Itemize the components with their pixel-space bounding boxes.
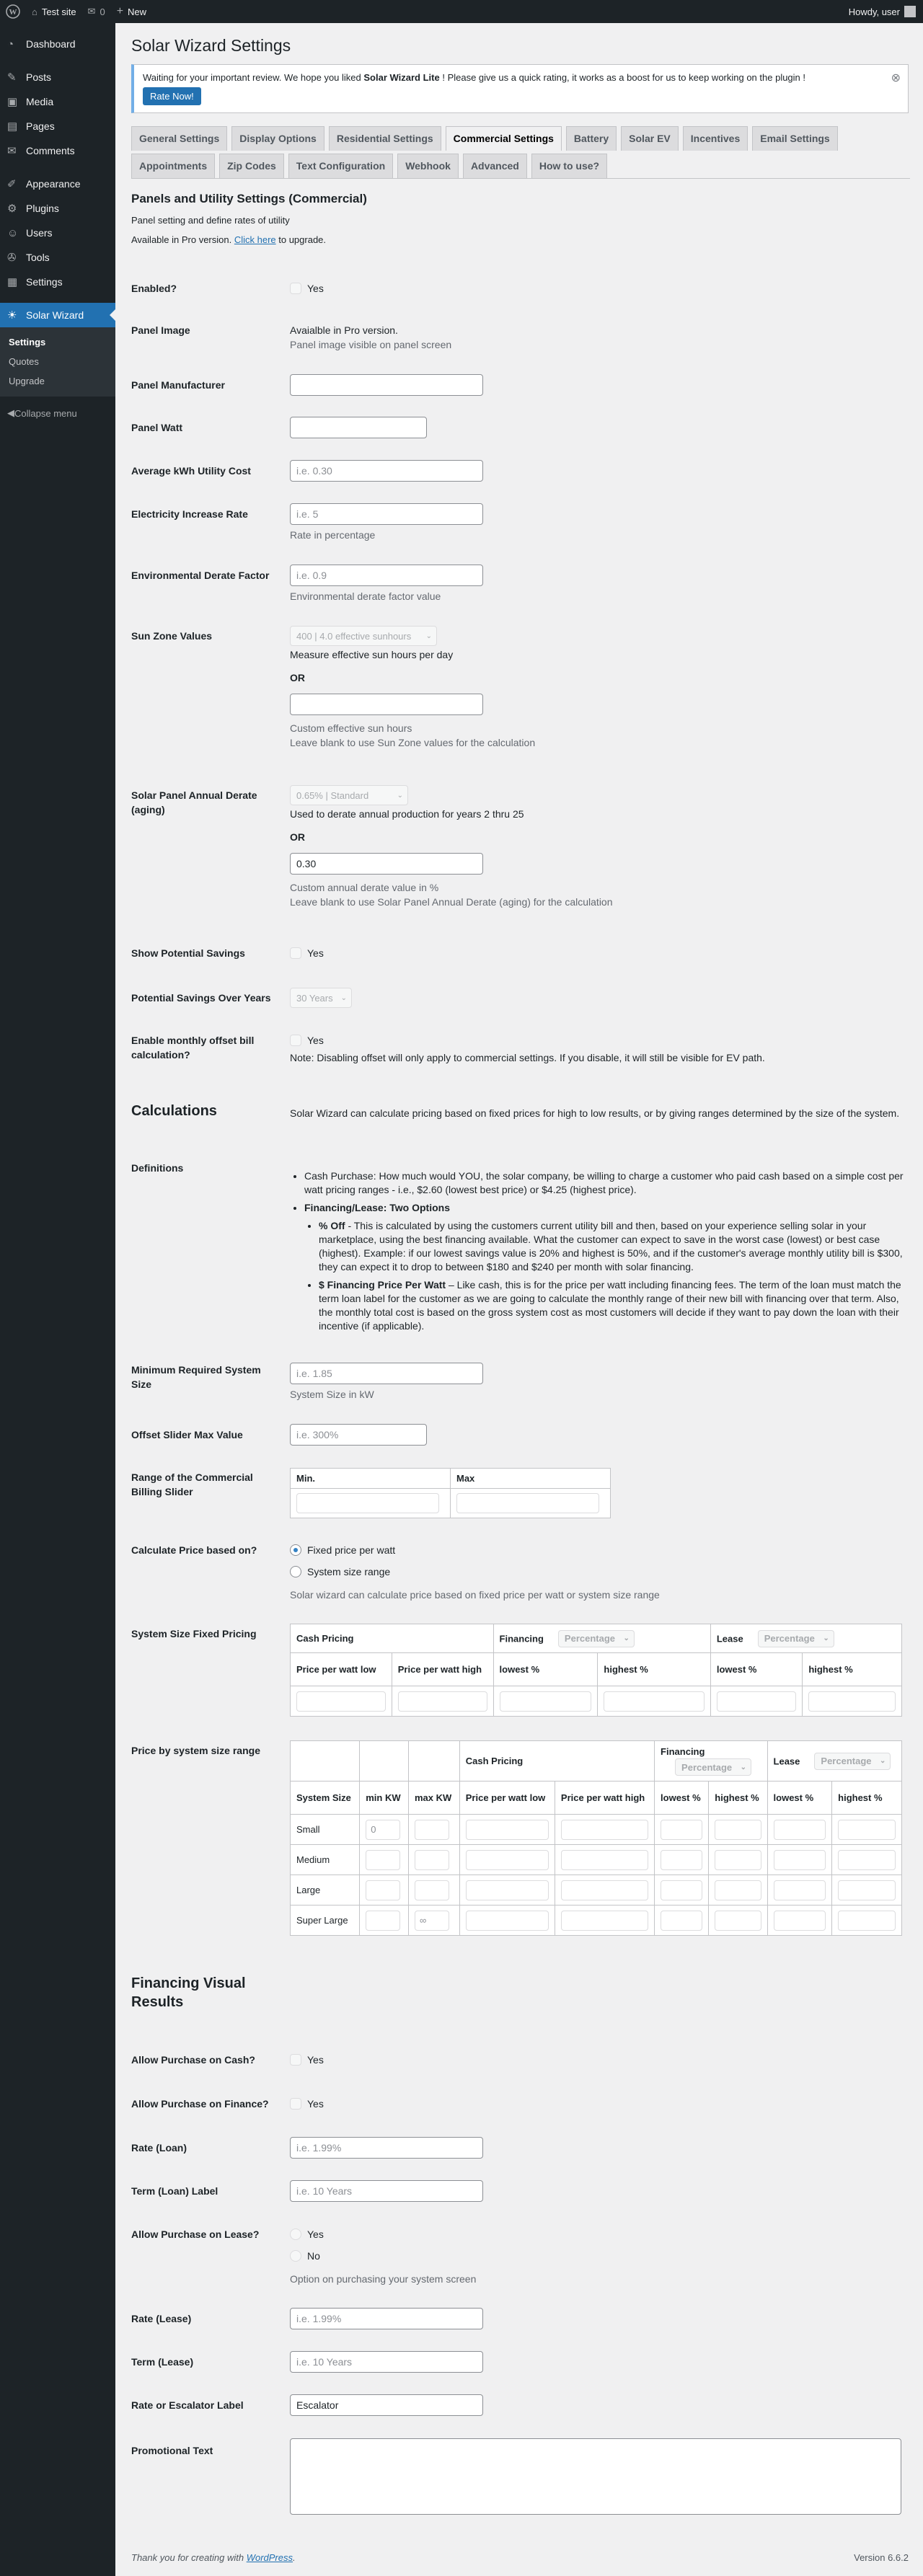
lease-type-select[interactable]: Percentage ⌄: [758, 1630, 834, 1647]
chevron-down-icon: ⌄: [340, 993, 347, 1002]
panels-description: Panel setting and define rates of utility: [131, 215, 290, 226]
brush-icon: ✐: [7, 178, 17, 190]
range-price-input[interactable]: [466, 1850, 549, 1870]
range-price-input[interactable]: [838, 1880, 896, 1900]
chevron-down-icon: ⌄: [740, 1763, 747, 1771]
fixed-fin-low-input[interactable]: [500, 1691, 592, 1712]
range-price-input[interactable]: [466, 1820, 549, 1840]
range-min-kw-input[interactable]: [366, 1850, 400, 1870]
financing-results-heading: Financing Visual Results: [131, 1975, 246, 2010]
settings-tabs: [131, 120, 910, 179]
range-price-input[interactable]: [774, 1850, 826, 1870]
range-max-kw-input[interactable]: [415, 1850, 449, 1870]
range-lease-select[interactable]: Percentage ⌄: [814, 1753, 891, 1770]
sidebar-item-users[interactable]: ☺ Users: [7, 226, 53, 239]
version-text: Version 6.6.2: [854, 2552, 909, 2563]
term-loan-input[interactable]: i.e. 10 Years: [290, 2180, 483, 2202]
review-notice: Waiting for your important review. We hope you liked Solar Wizard Lite ! Please give us a quick rating, it works as a boost for us to keep working on the plugin ! Rate Now! ⊗: [131, 64, 909, 113]
rate-loan-input[interactable]: i.e. 1.99%: [290, 2137, 483, 2159]
submenu-upgrade[interactable]: Upgrade: [9, 376, 45, 386]
tab-display-options[interactable]: Display Options: [231, 126, 324, 151]
sidebar-item-pages[interactable]: ▤ Pages: [7, 120, 55, 133]
sidebar-item-media[interactable]: ▣ Media: [7, 96, 54, 108]
allow-cash-checkbox[interactable]: [290, 2054, 301, 2066]
page-title: Solar Wizard Settings: [131, 36, 291, 55]
chevron-down-icon: ⌄: [623, 1634, 630, 1642]
sidebar-item-comments[interactable]: ✉ Comments: [7, 145, 75, 157]
pin-icon: ✎: [7, 71, 17, 84]
chevron-down-icon: ⌄: [425, 632, 432, 640]
lease-no-radio[interactable]: [290, 2250, 301, 2262]
chevron-down-icon: ⌄: [823, 1634, 829, 1642]
pro-notice: Available in Pro version. Click here to upgrade.: [131, 234, 327, 245]
rate-lease-input[interactable]: i.e. 1.99%: [290, 2308, 483, 2329]
chevron-down-icon: ⌄: [880, 1757, 886, 1765]
wordpress-link[interactable]: WordPress: [246, 2552, 293, 2563]
range-price-input[interactable]: [838, 1911, 896, 1931]
panel-watt-input[interactable]: [290, 417, 427, 438]
wordpress-logo-icon[interactable]: [0, 0, 26, 23]
dashboard-icon: ◔: [7, 37, 14, 50]
allow-finance-checkbox[interactable]: [290, 2098, 301, 2110]
enabled-checkbox[interactable]: [290, 283, 301, 294]
range-price-input[interactable]: [561, 1850, 648, 1870]
panels-heading: Panels and Utility Settings (Commercial): [131, 192, 367, 205]
submenu-settings[interactable]: Settings: [9, 337, 46, 348]
plus-icon: +: [116, 5, 124, 17]
submenu-quotes[interactable]: Quotes: [9, 356, 39, 367]
range-price-input[interactable]: [774, 1820, 826, 1840]
tab-battery[interactable]: Battery: [566, 126, 617, 151]
custom-sun-hours-input[interactable]: [290, 694, 483, 715]
range-price-input[interactable]: [838, 1820, 896, 1840]
lease-yes-radio[interactable]: [290, 2228, 301, 2240]
derate-input[interactable]: i.e. 0.9: [290, 565, 483, 586]
range-price-input[interactable]: [715, 1880, 761, 1900]
table-row: Super Large ∞: [291, 1906, 902, 1936]
range-max-kw-input[interactable]: ∞: [415, 1911, 449, 1931]
billing-min-input[interactable]: [296, 1493, 439, 1513]
sidebar-item-solar-wizard[interactable]: ☀ Solar Wizard: [0, 303, 115, 327]
table-row: Large: [291, 1875, 902, 1906]
range-max-kw-input[interactable]: [415, 1880, 449, 1900]
min-size-input[interactable]: i.e. 1.85: [290, 1363, 483, 1384]
fixed-lease-low-input[interactable]: [717, 1691, 796, 1712]
fixed-pricing-table: Cash Pricing Financing Percentage ⌄ Lease Percentage ⌄ Price per watt low Price per watt high lowest % highest % lowest % highest %: [290, 1624, 902, 1717]
term-lease-input[interactable]: i.e. 10 Years: [290, 2351, 483, 2373]
fixed-fin-high-input[interactable]: [604, 1691, 704, 1712]
avg-cost-input[interactable]: i.e. 0.30: [290, 460, 483, 482]
monthly-offset-checkbox[interactable]: [290, 1035, 301, 1046]
users-icon: ☺: [7, 226, 19, 239]
panel-manufacturer-input[interactable]: [290, 374, 483, 396]
range-price-input[interactable]: [661, 1820, 702, 1840]
billing-max-input[interactable]: [456, 1493, 599, 1513]
comments-link[interactable]: ✉ 0: [87, 6, 105, 17]
tab-residential-settings[interactable]: Residential Settings: [329, 126, 441, 151]
offset-max-input[interactable]: i.e. 300%: [290, 1424, 427, 1446]
range-price-input[interactable]: [774, 1880, 826, 1900]
tab-advanced[interactable]: Advanced: [463, 154, 527, 178]
range-min-kw-input[interactable]: [366, 1911, 400, 1931]
tab-incentives[interactable]: Incentives: [683, 126, 748, 151]
tab-how-to-use[interactable]: How to use?: [531, 154, 607, 178]
range-price-input[interactable]: [661, 1850, 702, 1870]
admin-footer: Thank you for creating with WordPress. Version 6.6.2: [131, 2552, 909, 2563]
sidebar-item-plugins[interactable]: ⚙ Plugins: [7, 203, 59, 215]
tab-email-settings[interactable]: Email Settings: [752, 126, 837, 151]
sidebar-item-posts[interactable]: ✎ Posts: [7, 71, 52, 84]
range-price-input[interactable]: [661, 1880, 702, 1900]
escalator-label-input[interactable]: Escalator: [290, 2394, 483, 2416]
tab-zip-codes[interactable]: Zip Codes: [219, 154, 284, 178]
fixed-cash-low-input[interactable]: [296, 1691, 386, 1712]
annual-derate-select[interactable]: 0.65% | Standard ⌄: [290, 785, 408, 805]
svg-text:W: W: [9, 8, 17, 17]
range-min-kw-input[interactable]: 0: [366, 1820, 400, 1840]
sidebar-item-settings[interactable]: ▦ Settings: [7, 276, 63, 288]
fixed-price-radio[interactable]: [290, 1544, 301, 1556]
admin-sidebar: [0, 23, 115, 2576]
sidebar-item-appearance[interactable]: ✐ Appearance: [7, 178, 81, 190]
comment-icon: ✉: [87, 6, 96, 17]
plugin-icon: ⚙: [7, 203, 17, 215]
fixed-lease-high-input[interactable]: [808, 1691, 896, 1712]
tab-commercial-settings[interactable]: Commercial Settings: [446, 126, 562, 151]
range-price-input[interactable]: [466, 1911, 549, 1931]
rate-now-button[interactable]: Rate Now!: [143, 87, 201, 105]
collapse-menu-button[interactable]: ◀ Collapse menu: [7, 407, 77, 419]
system-size-radio[interactable]: [290, 1566, 301, 1577]
pages-icon: ▤: [7, 120, 18, 133]
show-savings-checkbox[interactable]: [290, 947, 301, 959]
tab-solar-ev[interactable]: Solar EV: [621, 126, 679, 151]
new-content-link[interactable]: + New: [116, 5, 147, 17]
chevron-down-icon: ⌄: [397, 791, 403, 800]
savings-years-select[interactable]: 30 Years ⌄: [290, 988, 352, 1008]
range-price-input[interactable]: [774, 1911, 826, 1931]
avatar: [904, 6, 916, 17]
sun-zone-select[interactable]: 400 | 4.0 effective sunhours ⌄: [290, 626, 437, 646]
range-price-input[interactable]: [561, 1820, 648, 1840]
tab-appointments[interactable]: Appointments: [131, 154, 215, 178]
range-price-input[interactable]: [838, 1850, 896, 1870]
range-price-input[interactable]: [715, 1820, 761, 1840]
media-icon: ▣: [7, 96, 18, 108]
main-content: [115, 23, 923, 254]
admin-bar: [0, 0, 923, 23]
range-max-kw-input[interactable]: [415, 1820, 449, 1840]
wrench-icon: ✇: [7, 252, 17, 264]
upgrade-link[interactable]: Click here: [234, 234, 276, 245]
dismiss-icon[interactable]: ⊗: [891, 72, 901, 84]
custom-derate-input[interactable]: 0.30: [290, 853, 483, 875]
billing-range-table: Min. Max: [290, 1468, 611, 1518]
solar-wizard-submenu: [0, 327, 115, 397]
collapse-icon: ◀: [7, 407, 14, 418]
range-price-input[interactable]: [661, 1911, 702, 1931]
calculations-heading: Calculations: [131, 1103, 217, 1119]
account-menu[interactable]: Howdy, user: [843, 0, 923, 23]
range-price-input[interactable]: [715, 1850, 761, 1870]
promotional-text-textarea[interactable]: [290, 2438, 901, 2515]
financing-type-select[interactable]: Percentage ⌄: [558, 1630, 635, 1647]
sidebar-item-tools[interactable]: ✇ Tools: [7, 252, 50, 264]
tab-webhook[interactable]: Webhook: [397, 154, 459, 178]
range-price-input[interactable]: [466, 1880, 549, 1900]
definitions-list: • Cash Purchase: How much would YOU, the solar company, be willing to charge a customer who paid cash based on a simple cost per watt pricing ranges - i.e., $2.60 (lowest best price) or $4.25 (highest price). • Financing/Lease: Two Options • % Off - This is calculated by using the customers current utility bill and then, based on your experience selling solar in your marketplace, using the best financing available. What the customer can expect to save in the worst case (lowest) or best case (highest). Example: if our lowest savings value is 20% and highest is 50%, and if the customer's average monthly utility bill is $300, they can expect it to drop to between $180 and $240 per month with solar financing. • $ Financing Price Per Watt – Like cash, this is for the price per watt including financing fees. The term of the loan must match the term loan label for the customer as we are going to calculate the monthly range of their new bill with financing over that term. Also, the monthly total cost is based on the gross system cost as most customers will decide if they want to pay down the loan with their incentive (if applicable).: [290, 1169, 909, 1333]
comment-icon: ✉: [7, 145, 17, 157]
solar-wizard-icon: ☀: [7, 309, 17, 322]
settings-icon: ▦: [7, 276, 18, 288]
range-price-input[interactable]: [561, 1911, 648, 1931]
table-row: Medium: [291, 1845, 902, 1875]
increase-rate-input[interactable]: i.e. 5: [290, 503, 483, 525]
home-icon: ⌂: [32, 6, 37, 17]
range-price-input[interactable]: [561, 1880, 648, 1900]
range-min-kw-input[interactable]: [366, 1880, 400, 1900]
site-name-link[interactable]: ⌂ Test site: [32, 6, 76, 17]
tab-general-settings[interactable]: General Settings: [131, 126, 227, 151]
table-row: Small 0: [291, 1815, 902, 1845]
range-price-input[interactable]: [715, 1911, 761, 1931]
size-range-table: Cash Pricing Financing Percentage ⌄ Lease Percentage ⌄ System Size min KW max KW Price per watt low Price per watt high lowest % highest % lowest % highest % Small 0 Medium Large Super Large ∞: [290, 1740, 902, 1936]
fixed-cash-high-input[interactable]: [398, 1691, 487, 1712]
range-financing-select[interactable]: Percentage ⌄: [675, 1758, 751, 1776]
tab-text-configuration[interactable]: Text Configuration: [288, 154, 393, 178]
sidebar-item-dashboard[interactable]: ◔ Dashboard: [7, 37, 76, 50]
